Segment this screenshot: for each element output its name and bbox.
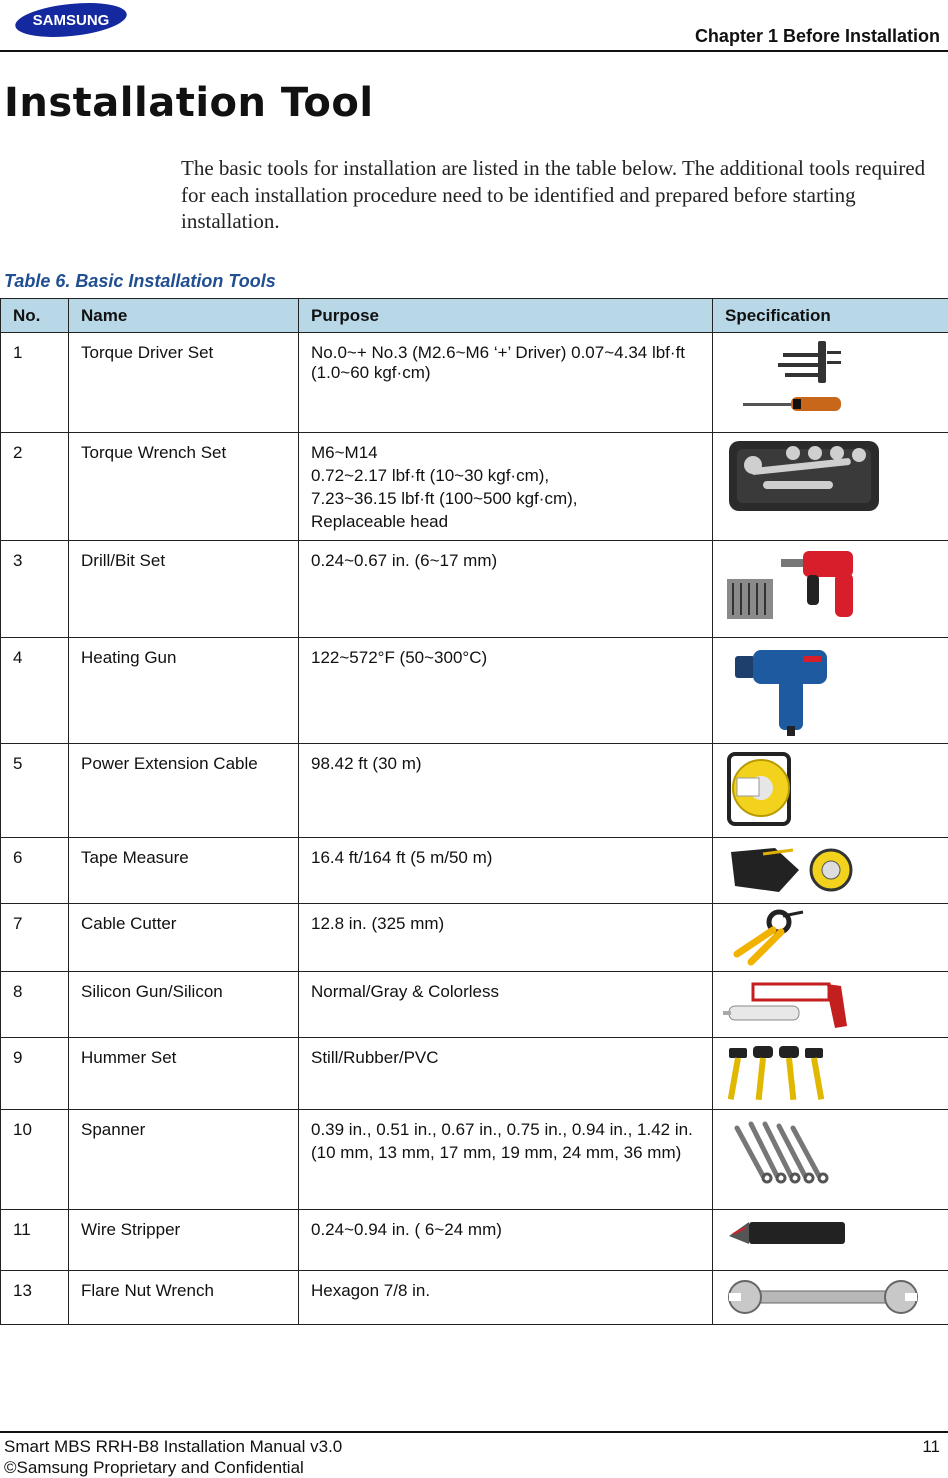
page-title: Installation Tool	[4, 80, 374, 126]
table-caption: Table 6. Basic Installation Tools	[4, 271, 276, 291]
header-name: Name	[69, 299, 299, 333]
samsung-logo	[14, 2, 128, 38]
heating-gun-image	[723, 642, 948, 743]
cell-name: Hummer Set	[69, 1038, 299, 1110]
cell-no: 1	[1, 333, 69, 433]
cell-no: 3	[1, 541, 69, 638]
purpose-line: 98.42 ft (30 m)	[311, 754, 422, 773]
torque-driver-set-image	[723, 337, 948, 426]
header-specification: Specification	[713, 299, 948, 333]
cell-name: Heating Gun	[69, 638, 299, 744]
flare-nut-wrench-image	[723, 1275, 948, 1324]
cell-purpose	[299, 744, 713, 838]
cell-purpose	[299, 972, 713, 1038]
torque-wrench-set-image	[723, 437, 948, 520]
cell-no: 6	[1, 838, 69, 904]
table-row	[1, 1038, 948, 1110]
cell-name: Drill/Bit Set	[69, 541, 299, 638]
power-extension-cable-image	[723, 748, 948, 837]
tools-table	[0, 298, 948, 1325]
table-row	[1, 1110, 948, 1210]
intro-paragraph: The basic tools for installation are listed in the table below. The additional tools required for each installation procedure need to be identified and prepared before starting installation.	[181, 156, 926, 233]
cell-purpose	[299, 638, 713, 744]
tools-table-body	[1, 333, 948, 1325]
purpose-line: 7.23~36.15 lbf·ft (100~500 kgf·cm),	[311, 489, 578, 508]
purpose-line: 12.8 in. (325 mm)	[311, 914, 445, 933]
cell-specification	[713, 904, 948, 972]
cable-cutter-image	[723, 908, 948, 971]
cell-purpose	[299, 1110, 713, 1210]
cell-purpose	[299, 541, 713, 638]
cell-name: Spanner	[69, 1110, 299, 1210]
table-header-row	[1, 299, 948, 333]
purpose-line: No.0~+ No.3 (M2.6~M6 ‘+’ Driver) 0.07~4.34 lbf·ft (1.0~60 kgf·cm)	[311, 343, 686, 382]
hammer-set-image	[723, 1042, 948, 1109]
page-number: 11	[922, 1437, 940, 1456]
cell-purpose	[299, 1271, 713, 1325]
cell-specification	[713, 333, 948, 433]
chapter-title: Chapter 1 Before Installation	[694, 26, 940, 46]
cell-name: Flare Nut Wrench	[69, 1271, 299, 1325]
wire-stripper-image	[723, 1214, 948, 1259]
cell-name: Torque Wrench Set	[69, 433, 299, 541]
table-row	[1, 333, 948, 433]
table-row	[1, 638, 948, 744]
footer-divider	[0, 1431, 948, 1433]
silicon-gun-image	[723, 976, 948, 1037]
table-row	[1, 541, 948, 638]
cell-purpose	[299, 838, 713, 904]
footer-copyright: ©Samsung Proprietary and Confidential	[4, 1458, 304, 1477]
cell-no: 2	[1, 433, 69, 541]
cell-specification	[713, 433, 948, 541]
cell-no: 5	[1, 744, 69, 838]
header-no: No.	[1, 299, 69, 333]
cell-specification	[713, 1110, 948, 1210]
purpose-line: 16.4 ft/164 ft (5 m/50 m)	[311, 848, 493, 867]
table-row	[1, 433, 948, 541]
drill-bit-set-image	[723, 545, 948, 630]
spanner-set-image	[723, 1114, 948, 1191]
table-row	[1, 1271, 948, 1325]
cell-no: 4	[1, 638, 69, 744]
cell-specification	[713, 541, 948, 638]
cell-specification	[713, 838, 948, 904]
cell-no: 7	[1, 904, 69, 972]
cell-specification	[713, 1271, 948, 1325]
cell-specification	[713, 638, 948, 744]
page-header	[0, 0, 948, 52]
cell-purpose	[299, 904, 713, 972]
cell-specification	[713, 1210, 948, 1271]
cell-purpose	[299, 333, 713, 433]
cell-name: Tape Measure	[69, 838, 299, 904]
cell-name: Silicon Gun/Silicon	[69, 972, 299, 1038]
purpose-line: Normal/Gray & Colorless	[311, 982, 499, 1001]
purpose-line: 0.24~0.67 in. (6~17 mm)	[311, 551, 498, 570]
purpose-line: 122~572°F (50~300°C)	[311, 648, 488, 667]
purpose-line: (10 mm, 13 mm, 17 mm, 19 mm, 24 mm, 36 mm)	[311, 1143, 682, 1162]
table-row	[1, 744, 948, 838]
cell-no: 13	[1, 1271, 69, 1325]
cell-no: 9	[1, 1038, 69, 1110]
cell-no: 8	[1, 972, 69, 1038]
cell-specification	[713, 1038, 948, 1110]
purpose-line: Still/Rubber/PVC	[311, 1048, 439, 1067]
purpose-line: 0.72~2.17 lbf·ft (10~30 kgf·cm),	[311, 466, 550, 485]
purpose-line: M6~M14	[311, 443, 378, 462]
table-row	[1, 1210, 948, 1271]
header-divider	[0, 50, 948, 52]
cell-purpose	[299, 433, 713, 541]
table-row	[1, 904, 948, 972]
purpose-line: Hexagon 7/8 in.	[311, 1281, 431, 1300]
samsung-logo-text: SAMSUNG	[32, 12, 110, 29]
cell-name: Cable Cutter	[69, 904, 299, 972]
header-purpose: Purpose	[299, 299, 713, 333]
purpose-line: Replaceable head	[311, 512, 449, 531]
cell-purpose	[299, 1038, 713, 1110]
cell-no: 10	[1, 1110, 69, 1210]
footer-manual-title: Smart MBS RRH-B8 Installation Manual v3.0	[4, 1437, 343, 1456]
purpose-line: 0.24~0.94 in. ( 6~24 mm)	[311, 1220, 502, 1239]
cell-name: Torque Driver Set	[69, 333, 299, 433]
cell-specification	[713, 744, 948, 838]
tape-measure-image	[723, 842, 948, 903]
cell-name: Power Extension Cable	[69, 744, 299, 838]
table-row	[1, 972, 948, 1038]
table-row	[1, 838, 948, 904]
cell-name: Wire Stripper	[69, 1210, 299, 1271]
cell-purpose	[299, 1210, 713, 1271]
cell-no: 11	[1, 1210, 69, 1271]
purpose-line: 0.39 in., 0.51 in., 0.67 in., 0.75 in., 0.94 in., 1.42 in.	[311, 1120, 693, 1139]
cell-specification	[713, 972, 948, 1038]
